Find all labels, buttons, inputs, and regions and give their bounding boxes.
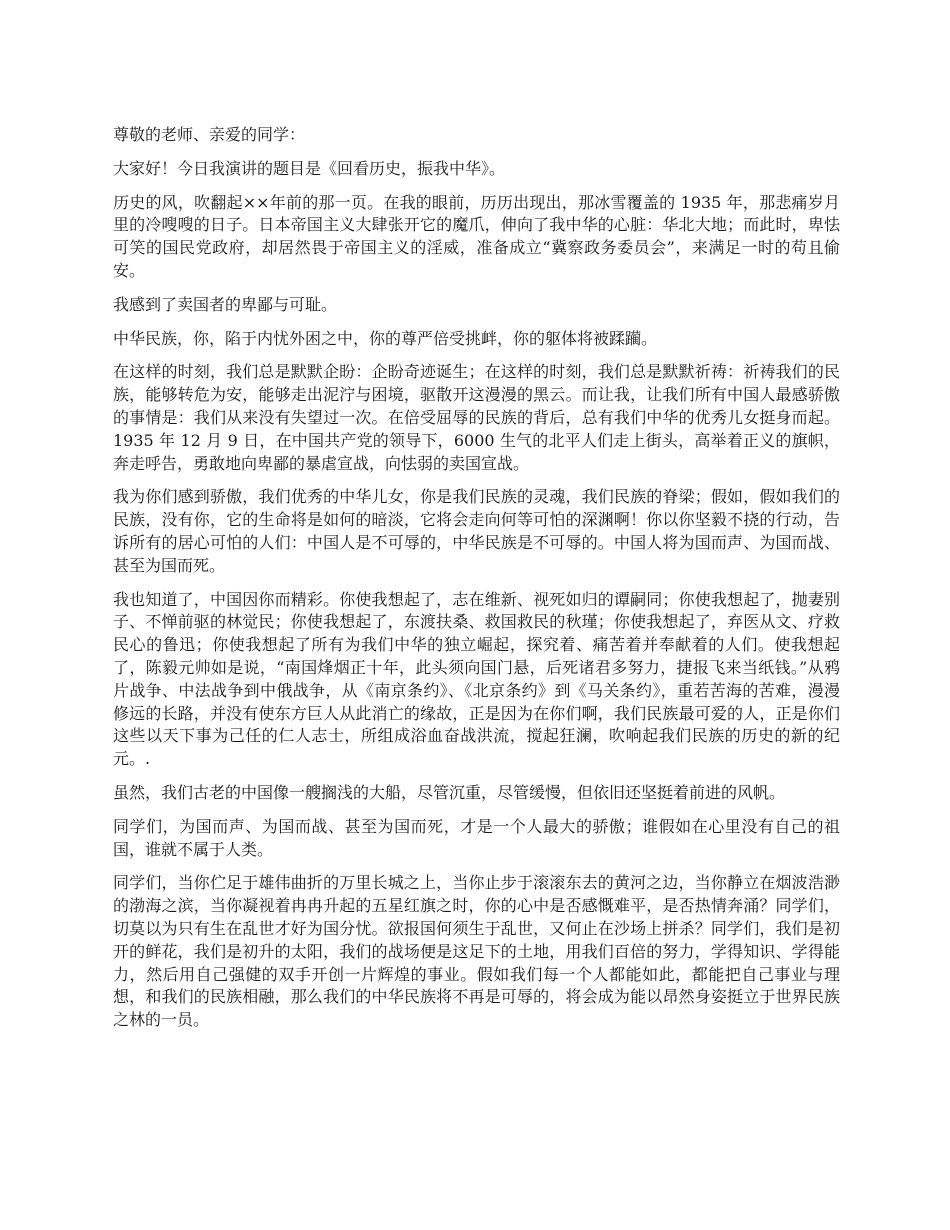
body-paragraph: 历史的风，吹翻起××年前的那一页。在我的眼前，历历出现出，那冰雪覆盖的 1935 年，那悲痛岁月里的冷嗖嗖的日子。日本帝国主义大肆张开它的魔爪，伸向了我中华的心脏：华北大地；而此时，卑怯可笑的国民党政府，却居然畏于帝国主义的淫威，准备成立“冀察政务委员会”，来满足一时的苟且偷安。 [113,192,840,280]
salutation: 尊敬的老师、亲爱的同学： [113,125,306,144]
document-body [113,124,840,1043]
closing-paragraph: 同学们，当你伫足于雄伟曲折的万里长城之上，当你止步于滚滚东去的黄河之边，当你静立在烟波浩渺的渤海之滨，当你凝视着冉冉升起的五星红旗之时，你的心中是否感慨难平，是否热情奔涌？同学们，切莫以为只有生在乱世才好为国分忧。欲报国何须生于乱世，又何止在沙场上拼杀？同学们，我们是初开的鲜花，我们是初升的太阳，我们的战场便是这足下的土地，用我们百倍的努力，学得知识、学得能力，然后用自己强健的双手开创一片辉煌的事业。假如我们每一个人都能如此，都能把自己事业与理想，和我们的民族相融，那么我们的中华民族将不再是可辱的，将会成为能以昂然身姿挺立于世界民族之林的一员。 [113,873,840,1030]
body-paragraph: 我为你们感到骄傲，我们优秀的中华儿女，你是我们民族的灵魂，我们民族的脊梁；假如，假如我们的民族，没有你，它的生命将是如何的暗淡，它将会走向何等可怕的深渊啊！你以你坚毅不挠的行动，告诉所有的居心可怕的人们：中国人是不可辱的，中华民族是不可辱的。中国人将为国而声、为国而战、甚至为国而死。 [113,487,840,575]
body-paragraph: 我感到了卖国者的卑鄙与可耻。 [113,294,338,314]
greeting-paragraph: 大家好！今日我演讲的题目是《回看历史，振我中华》。 [113,158,506,178]
body-paragraph: 同学们，为国而声、为国而战、甚至为国而死，才是一个人最大的骄傲；谁假如在心里没有自己的祖国，谁就不属于人类。 [113,816,840,859]
body-paragraph: 虽然，我们古老的中国像一艘搁浅的大船，尽管沉重，尽管缓慢，但依旧还坚挺着前进的风帆。 [113,782,786,802]
body-paragraph: 在这样的时刻，我们总是默默企盼：企盼奇迹诞生；在这样的时刻，我们总是默默祈祷：祈祷我们的民族，能够转危为安，能够走出泥泞与困境，驱散开这漫漫的黑云。而让我，让我们所有中国人最感骄傲的事情是：我们从来没有失望过一次。在倍受屈辱的民族的背后，总有我们中华的优秀儿女挺身而起。1935 年 12 月 9 日，在中国共产党的领导下，6000 生气的北平人们走上街头，高举着正义的旗帜，奔走呼告，勇敢地向卑鄙的暴虐宣战，向怯弱的卖国宣战。 [113,362,840,473]
body-paragraph: 我也知道了，中国因你而精彩。你使我想起了，志在维新、视死如归的谭嗣同；你使我想起了，抛妻别子、不惮前驱的林觉民；你使我想起了，东渡扶桑、救国救民的秋瑾；你使我想起了，弃医从文、疗救民心的鲁迅；你使我想起了所有为我们中华的独立崛起，探究着、痛苦着并奉献着的人们。使我想起了，陈毅元帅如是说，“南国烽烟正十年，此头须向国门悬，后死诸君多努力，捷报飞来当纸钱。”从鸦片战争、中法战争到中俄战争，从《南京条约》、《北京条约》到《马关条约》，重若苦海的苦难，漫漫修远的长路，并没有使东方巨人从此消亡的缘故，正是因为在你们啊，我们民族最可爱的人，正是你们这些以天下事为己任的仁人志士，所组成浴血奋战洪流，搅起狂澜，吹响起我们民族的历史的新的纪元。. [113,589,840,769]
body-paragraph: 中华民族，你，陷于内忧外困之中，你的尊严倍受挑衅，你的躯体将被蹂躏。 [113,328,658,348]
